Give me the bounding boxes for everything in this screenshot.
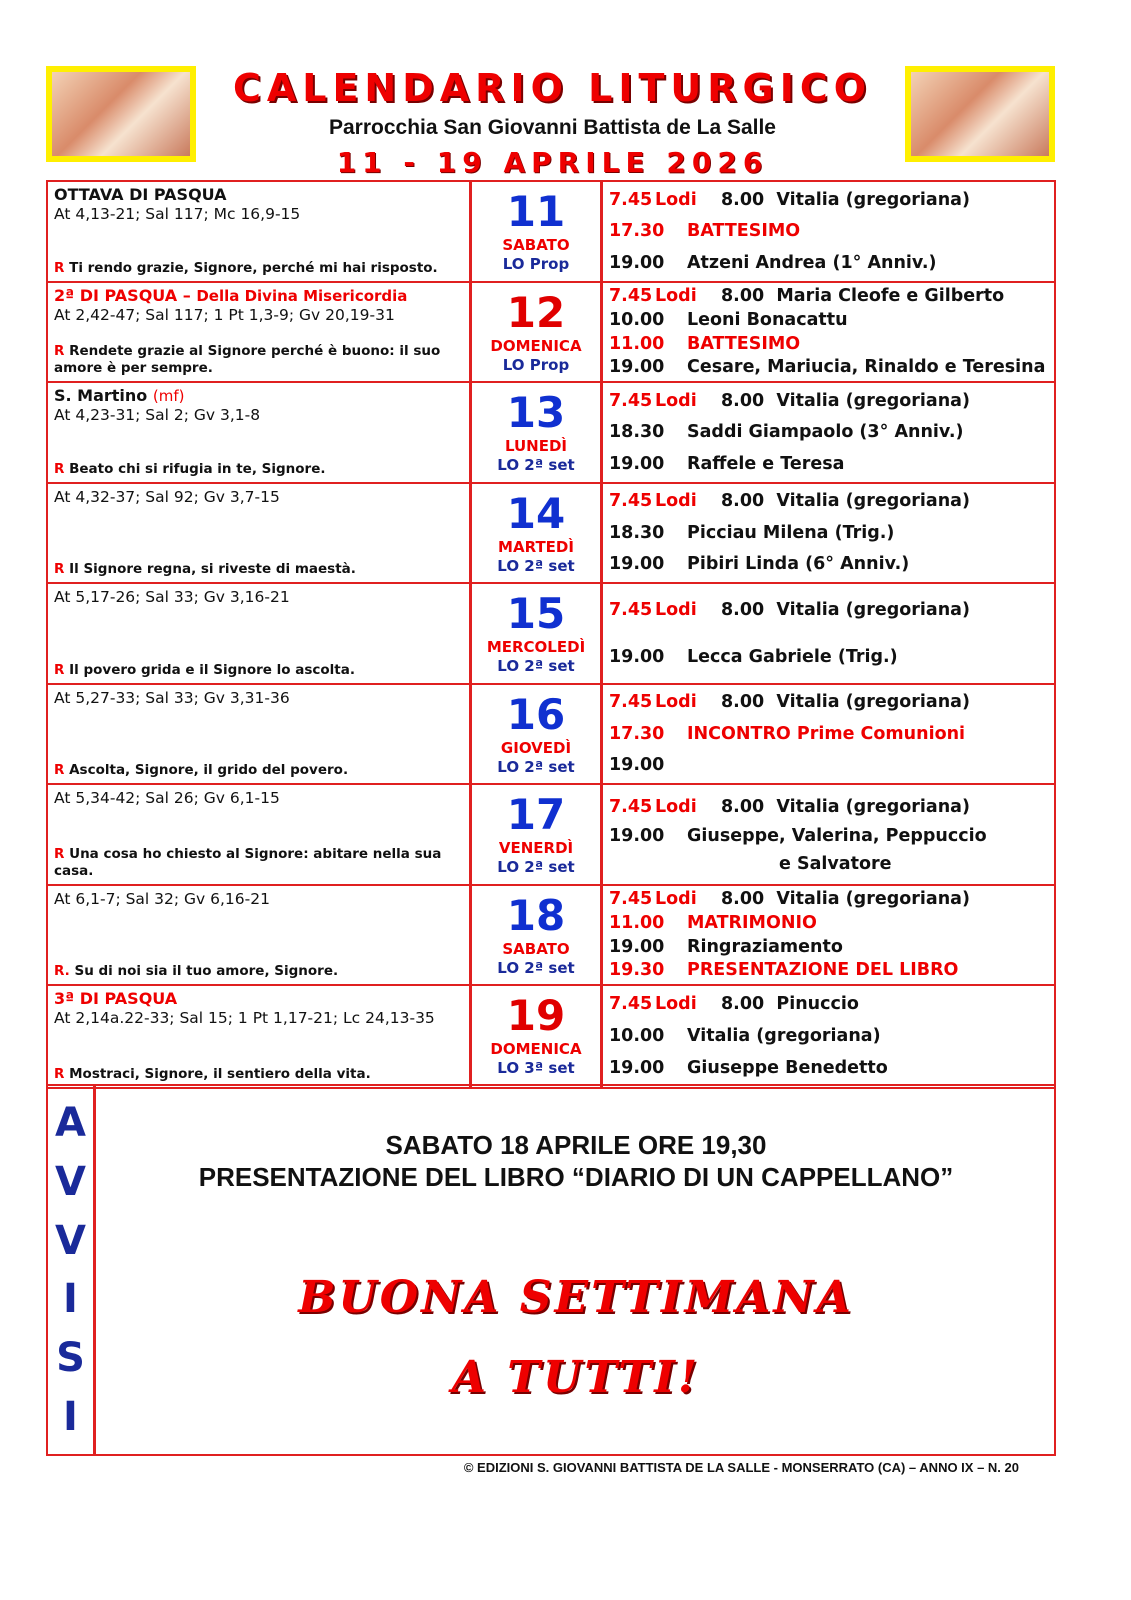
day-number: 13: [506, 388, 566, 437]
liturgy-title: [54, 286, 463, 305]
mass-intention: Vitalia (gregoriana): [776, 491, 970, 512]
lodi-time: 7.45: [609, 390, 653, 411]
mass-intention: PRESENTAZIONE DEL LIBRO: [687, 960, 959, 981]
lodi-time: 7.45: [609, 286, 653, 307]
mass-intention: Giuseppe Benedetto: [687, 1058, 888, 1079]
mass-intention: Vitalia (gregoriana): [687, 1026, 881, 1047]
weekday: LUNEDÌ: [504, 437, 568, 455]
mass-entry: [609, 913, 1048, 933]
lodi-label: Lodi: [655, 599, 697, 620]
date-cell: [469, 986, 603, 1087]
day-number: 18: [506, 890, 566, 940]
mass-schedule: [603, 584, 1054, 683]
lodi-label: Lodi: [655, 994, 697, 1015]
mass-intention: Lecca Gabriele (Trig.): [687, 646, 898, 667]
mass-schedule: [603, 383, 1054, 482]
mass-time: 8.00: [721, 599, 765, 620]
mass-intention-continued: e Salvatore: [779, 853, 892, 874]
liturgy-of-hours: LO 2ª set: [497, 757, 575, 776]
mass-time: 11.00: [609, 912, 665, 933]
mass-schedule: [603, 182, 1054, 281]
day-row: [48, 886, 1054, 987]
day-number: 11: [506, 187, 566, 236]
mass-entry: [609, 755, 1048, 775]
lodi-label: Lodi: [655, 692, 697, 713]
mass-entry: [609, 454, 1048, 474]
avvisi-letter: I: [63, 1276, 78, 1323]
weekday: GIOVEDÌ: [500, 738, 572, 757]
mass-intention: Vitalia (gregoriana): [776, 796, 970, 817]
response-marker: R.: [54, 963, 70, 979]
mass-intention: Maria Cleofe e Gilberto: [776, 286, 1005, 307]
date-cell: [469, 383, 603, 482]
weekday: DOMENICA: [490, 336, 582, 355]
mass-schedule: [603, 283, 1054, 382]
mass-entry: [609, 1026, 1048, 1046]
mass-time: 17.30: [609, 723, 665, 744]
response-text: Su di noi sia il tuo amore, Signore.: [74, 963, 339, 979]
response-text: Beato chi si rifugia in te, Signore.: [69, 460, 326, 477]
avvisi-letter: I: [63, 1393, 78, 1440]
mass-schedule: [603, 886, 1054, 985]
liturgy-cell: [48, 886, 469, 985]
lodi-time: 7.45: [609, 889, 653, 910]
mass-entry: [609, 334, 1048, 354]
mass-time: 19.00: [609, 936, 665, 957]
mass-entry: [609, 797, 1048, 817]
liturgy-cell: [48, 785, 469, 884]
greeting-line-2: A TUTTI!: [451, 1352, 701, 1403]
calendar-table: [46, 180, 1056, 1089]
day-row: [48, 785, 1054, 886]
day-number: 15: [506, 589, 566, 638]
mass-entry: [609, 422, 1048, 442]
date-cell: [469, 685, 603, 784]
response-marker: R: [54, 661, 65, 678]
celebration-name: OTTAVA DI PASQUA: [54, 185, 227, 204]
mass-entry: [609, 523, 1048, 543]
mass-schedule: [603, 685, 1054, 784]
mass-intention: MATRIMONIO: [687, 912, 817, 933]
liturgy-title: [54, 185, 463, 204]
mass-entry: [609, 692, 1048, 712]
mass-time: 18.30: [609, 522, 665, 543]
response-marker: R: [54, 343, 65, 359]
psalm-response: [54, 762, 463, 779]
response-marker: R: [54, 845, 65, 862]
weekday: DOMENICA: [490, 1040, 582, 1058]
mass-intention: Vitalia (gregoriana): [776, 889, 970, 910]
liturgy-cell: [48, 986, 469, 1087]
avvisi-vertical-label: [48, 1086, 96, 1454]
readings: At 5,17-26; Sal 33; Gv 3,16-21: [54, 588, 290, 606]
mass-time: 19.30: [609, 960, 665, 981]
mass-entry: [609, 357, 1048, 377]
avvisi-letter: S: [56, 1334, 85, 1381]
mass-time: 10.00: [609, 309, 665, 330]
mass-time: 19.00: [609, 755, 665, 776]
psalm-response: [54, 561, 463, 578]
avvisi-letter: V: [55, 1217, 86, 1264]
lodi-time: 7.45: [609, 491, 653, 512]
response-marker: R: [54, 561, 65, 577]
day-number: 14: [506, 488, 566, 538]
mass-entry: [609, 554, 1048, 574]
mass-intention: BATTESIMO: [687, 333, 801, 354]
mass-entry: [609, 391, 1048, 411]
avvisi-letter: V: [55, 1158, 86, 1205]
response-marker: R: [54, 259, 65, 276]
response-text: Rendete grazie al Signore perché è buono: il suo amore è per sempre.: [54, 343, 441, 376]
day-row: [48, 283, 1054, 384]
mass-entry: [609, 647, 1048, 667]
mass-time: 19.00: [609, 646, 665, 667]
parish-name: Parrocchia San Giovanni Battista de La Salle: [329, 116, 776, 139]
mass-time: 8.00: [721, 796, 765, 817]
mass-time: 18.30: [609, 422, 665, 443]
mass-intention: Vitalia (gregoriana): [776, 390, 970, 411]
liturgy-of-hours: LO 2ª set: [497, 556, 575, 575]
celebration-subtitle: (mf): [152, 387, 185, 405]
notice-line-2: PRESENTAZIONE DEL LIBRO “DIARIO DI UN CAPPELLANO”: [198, 1162, 954, 1192]
day-row: [48, 986, 1054, 1087]
day-number: 16: [506, 689, 566, 739]
day-number: 12: [506, 287, 566, 337]
mass-intention: Ringraziamento: [687, 936, 843, 957]
day-number: 17: [506, 790, 566, 839]
mass-time: 19.00: [609, 252, 665, 273]
mass-intention: Pinuccio: [776, 994, 859, 1015]
liturgy-title: [54, 989, 463, 1008]
psalm-response: [54, 343, 463, 377]
mass-schedule: [603, 785, 1054, 884]
mass-intention: Vitalia (gregoriana): [776, 599, 970, 620]
liturgy-of-hours: LO 3ª set: [497, 1059, 575, 1077]
celebration-name: 2ª DI PASQUA –: [54, 285, 191, 305]
painting-image: [911, 72, 1049, 156]
lodi-label: Lodi: [655, 189, 697, 210]
mass-intention: Atzeni Andrea (1° Anniv.): [687, 252, 937, 273]
mass-entry: [609, 190, 1048, 210]
response-marker: R: [54, 1065, 65, 1082]
celebration-subtitle: Della Divina Misericordia: [196, 286, 408, 305]
mass-intention: INCONTRO Prime Comunioni: [687, 723, 966, 744]
religious-image-left: [46, 66, 196, 162]
response-text: Mostraci, Signore, il sentiero della vita.: [69, 1065, 371, 1082]
lodi-label: Lodi: [655, 491, 697, 512]
readings: At 5,34-42; Sal 26; Gv 6,1-15: [54, 789, 280, 807]
mass-entry: [609, 253, 1048, 273]
mass-intention: Vitalia (gregoriana): [776, 692, 970, 713]
date-cell: [469, 484, 603, 583]
liturgy-title: [54, 386, 463, 405]
mass-time: 8.00: [721, 889, 765, 910]
lodi-label: Lodi: [655, 390, 697, 411]
notice-line-1: SABATO 18 APRILE ORE 19,30: [385, 1130, 767, 1160]
lodi-time: 7.45: [609, 599, 653, 620]
day-row: [48, 484, 1054, 585]
mass-intention: Raffele e Teresa: [687, 453, 845, 474]
mass-time: 19.00: [609, 1058, 665, 1079]
mass-entry: [609, 994, 1048, 1014]
mass-time: 8.00: [721, 692, 765, 713]
mass-time: 19.00: [609, 357, 665, 378]
weekday: SABATO: [502, 939, 570, 958]
mass-entry: [609, 310, 1048, 330]
response-marker: R: [54, 762, 65, 778]
mass-entry: [609, 286, 1048, 306]
mass-entry: [609, 1058, 1048, 1078]
liturgy-cell: [48, 283, 469, 382]
liturgy-of-hours: LO Prop: [502, 355, 570, 374]
day-row: [48, 182, 1054, 283]
avvisi-letter: A: [55, 1100, 86, 1147]
date-cell: [469, 785, 603, 884]
mass-intention: Picciau Milena (Trig.): [687, 522, 895, 543]
response-text: Ti rendo grazie, Signore, perché mi hai risposto.: [69, 259, 438, 276]
liturgy-of-hours: LO 2ª set: [497, 858, 575, 876]
lodi-time: 7.45: [609, 189, 653, 210]
mass-entry: [609, 491, 1048, 511]
mass-time: 8.00: [721, 994, 765, 1015]
mass-schedule: [603, 986, 1054, 1087]
lodi-time: 7.45: [609, 994, 653, 1015]
lodi-label: Lodi: [655, 286, 697, 307]
date-cell: [469, 283, 603, 382]
lodi-label: Lodi: [655, 796, 697, 817]
weekday: SABATO: [502, 236, 570, 254]
liturgy-of-hours: LO Prop: [502, 255, 570, 273]
painting-image: [52, 72, 190, 156]
psalm-response: [54, 963, 463, 980]
day-row: [48, 685, 1054, 786]
date-range: 11 - 19 APRILE 2026: [336, 146, 769, 179]
liturgy-of-hours: LO 2ª set: [497, 958, 575, 977]
response-marker: R: [54, 460, 65, 477]
mass-intention: Giuseppe, Valerina, Peppuccio: [687, 826, 987, 847]
mass-time: 11.00: [609, 333, 665, 354]
weekday: MARTEDÌ: [498, 537, 574, 556]
readings: At 2,42-47; Sal 117; 1 Pt 1,3-9; Gv 20,19-31: [54, 305, 395, 324]
mass-entry: [609, 937, 1048, 957]
lodi-time: 7.45: [609, 796, 653, 817]
liturgy-cell: [48, 685, 469, 784]
mass-time: 8.00: [721, 491, 765, 512]
celebration-name: S. Martino: [54, 386, 148, 405]
mass-entry: [609, 960, 1048, 980]
mass-entry: [609, 221, 1048, 241]
date-cell: [469, 182, 603, 281]
mass-time: 10.00: [609, 1026, 665, 1047]
greeting-line-1: BUONA SETTIMANA: [298, 1272, 854, 1323]
weekday: VENERDÌ: [498, 839, 574, 857]
religious-image-right: [905, 66, 1055, 162]
response-text: Il Signore regna, si riveste di maestà.: [69, 561, 356, 577]
liturgy-cell: [48, 383, 469, 482]
readings: At 5,27-33; Sal 33; Gv 3,31-36: [54, 688, 290, 707]
mass-schedule: [603, 484, 1054, 583]
mass-time: 19.00: [609, 826, 665, 847]
date-cell: [469, 886, 603, 985]
response-text: Una cosa ho chiesto al Signore: abitare nella sua casa.: [54, 845, 442, 879]
mass-time: 19.00: [609, 554, 665, 575]
weekday: MERCOLEDÌ: [486, 638, 586, 656]
day-number: 19: [506, 991, 566, 1040]
mass-time: 19.00: [609, 453, 665, 474]
notices-box: [46, 1084, 1056, 1456]
mass-time: 17.30: [609, 221, 665, 242]
mass-intention: Saddi Giampaolo (3° Anniv.): [687, 422, 964, 443]
liturgy-of-hours: LO 2ª set: [497, 456, 575, 474]
readings: At 4,13-21; Sal 117; Mc 16,9-15: [54, 205, 301, 223]
liturgy-of-hours: LO 2ª set: [497, 657, 575, 675]
mass-time: 8.00: [721, 390, 765, 411]
mass-intention: Pibiri Linda (6° Anniv.): [687, 554, 910, 575]
day-row: [48, 584, 1054, 685]
mass-entry: [609, 724, 1048, 744]
psalm-response: [54, 461, 463, 478]
response-text: Ascolta, Signore, il grido del povero.: [69, 762, 349, 778]
mass-intention: Leoni Bonacattu: [687, 309, 848, 330]
readings: At 4,23-31; Sal 2; Gv 3,1-8: [54, 406, 261, 424]
lodi-label: Lodi: [655, 889, 697, 910]
mass-time: 8.00: [721, 189, 765, 210]
mass-time: 8.00: [721, 286, 765, 307]
psalm-response: [54, 1066, 463, 1083]
mass-entry: [609, 826, 1048, 846]
readings: At 6,1-7; Sal 32; Gv 6,16-21: [54, 889, 270, 908]
readings: At 4,32-37; Sal 92; Gv 3,7-15: [54, 487, 280, 506]
liturgy-cell: [48, 484, 469, 583]
page-title: CALENDARIO LITURGICO: [232, 66, 873, 110]
psalm-response: [54, 846, 463, 880]
response-text: Il povero grida e il Signore lo ascolta.: [69, 661, 355, 678]
mass-entry: [609, 600, 1048, 620]
mass-intention: Vitalia (gregoriana): [776, 189, 970, 210]
footer-credits: © EDIZIONI S. GIOVANNI BATTISTA DE LA SALLE - MONSERRATO (CA) – ANNO IX – N. 20: [463, 1460, 1019, 1475]
liturgy-cell: [48, 584, 469, 683]
date-cell: [469, 584, 603, 683]
psalm-response: [54, 662, 463, 679]
mass-entry: [609, 889, 1048, 909]
lodi-time: 7.45: [609, 692, 653, 713]
mass-intention: Cesare, Mariucia, Rinaldo e Teresina: [687, 357, 1046, 378]
psalm-response: [54, 260, 463, 277]
mass-intention: BATTESIMO: [687, 221, 801, 242]
liturgy-cell: [48, 182, 469, 281]
celebration-name: 3ª DI PASQUA: [54, 989, 178, 1008]
day-row: [48, 383, 1054, 484]
readings: At 2,14a.22-33; Sal 15; 1 Pt 1,17-21; Lc 24,13-35: [54, 1009, 435, 1027]
